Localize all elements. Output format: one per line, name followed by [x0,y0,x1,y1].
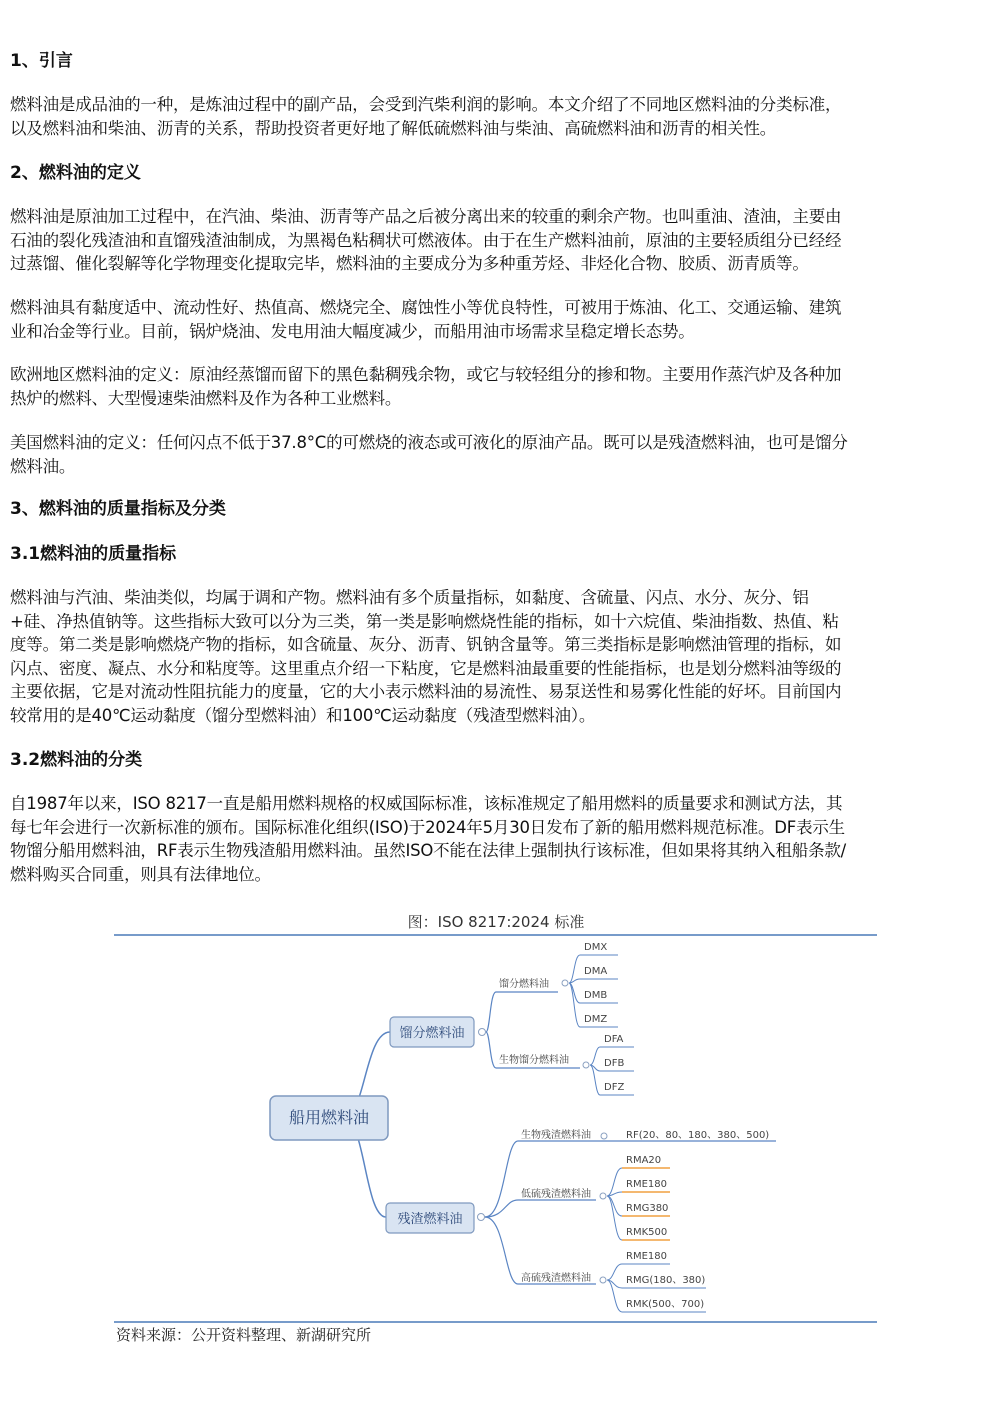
residual-node-label: 残渣燃料油 [397,1212,463,1227]
leaf-dmz: DMZ [584,1014,608,1025]
connector-dfz [590,1065,600,1095]
leaf-dfa: DFA [604,1034,624,1045]
paragraph-us-definition: 美国燃料油的定义：任何闪点不低于37.8°C的可燃烧的液态或可液化的原油产品。既可以是残渣燃料油，也可是馏分 燃料油。 [10,433,848,476]
leaf-rf: RF(20、80、180、380、500) [626,1130,770,1141]
paragraph-quality-indicators: 燃料油与汽油、柴油类似，均属于调和产物。燃料油有多个质量指标，如黏度、含硫量、闪点、水分、灰分、铝 +硅、净热值钠等。这些指标大致可以分为三类，第一类是影响燃烧性能的指标，如十六烷值、柴油指数、热值、粘 度等。第二类是影响燃烧产物的指标，如含硫量、灰分、沥青、钒钠含量等。第三类指标是影响燃油管理的指标，如 闪点、密度、凝点、水分和粘度等。这里重点介绍一下粘度，它是燃料油最重要的性能指标，也是划分燃料油等级的 主要依据，它是对流动性阻抗能力的度量，它的大小表示燃料油的易流性、易泵送性和易雾化性能的好坏。目前国内 较常用的是40℃运动黏度（馏分型燃料油）和100℃运动黏度（残渣型燃料油）。 [10,588,842,725]
leaf-dmx: DMX [584,942,608,953]
subsection-heading-quality-indicators: 3.1燃料油的质量指标 [10,544,177,564]
distillate-group-label: 馏分燃料油 [499,979,549,990]
figure-source: 资料来源：公开资料整理、新湖研究所 [116,1326,372,1344]
leaf-hs-rme180: RME180 [626,1251,667,1262]
leaf-rmk500: RMK500 [626,1227,668,1238]
connector-bio-residual-group [485,1141,518,1217]
high-sulfur-group-label: 高硫残渣燃料油 [521,1273,591,1284]
collapse-dot [583,1062,589,1068]
collapse-dot [600,1193,606,1199]
paragraph-classification: 自1987年以来，ISO 8217一直是船用燃料规格的权威国际标准，该标准规定了船用燃料的质量要求和测试方法，其 每七年会进行一次新标准的颁布。国际标准化组织(ISO)于2024年5月30日发布了新的船用燃料规范标准。DF表示生 物馏分船用燃料油，RF表示生物残渣船用燃料油。虽然ISO不能在法律上强制执行该标准，但如果将其纳入租船条款/ 燃料购买合同重，则具有法律地位。 [10,794,847,884]
leaf-dfz: DFZ [604,1082,625,1093]
collapse-dot [478,1214,485,1221]
leaf-hs-rmg: RMG(180、380) [626,1275,706,1286]
collapse-dot [562,980,568,986]
paragraph-europe-definition: 欧洲地区燃料油的定义：原油经蒸馏而留下的黑色黏稠残余物，或它与较轻组分的掺和物。主要用作蒸汽炉及各种加 热炉的燃料、大型慢速柴油燃料及作为各种工业燃料。 [10,365,842,408]
section-heading-quality: 3、燃料油的质量指标及分类 [10,499,226,519]
connector-rmk500 [607,1196,622,1240]
leaf-hs-rmk: RMK(500、700) [626,1299,705,1310]
figure-title: 图：ISO 8217:2024 标准 [407,913,585,931]
subsection-heading-classification: 3.2燃料油的分类 [10,750,143,770]
distillate-node-label: 馏分燃料油 [399,1026,465,1041]
connector-dfa [590,1047,600,1065]
connector-distillate-group [486,992,496,1032]
leaf-dma: DMA [584,966,608,977]
bio-distillate-group-label: 生物馏分燃料油 [499,1055,569,1066]
collapse-dot [601,1133,607,1139]
leaf-rme180: RME180 [626,1179,667,1190]
section-heading-intro: 1、引言 [10,51,73,71]
collapse-dot [479,1029,486,1036]
bio-residual-group-label: 生物残渣燃料油 [521,1130,591,1141]
paragraph-intro: 燃料油是成品油的一种，是炼油过程中的副产品，会受到汽柴利润的影响。本文介绍了不同地区燃料油的分类标准， 以及燃料油和柴油、沥青的关系，帮助投资者更好地了解低硫燃料油与柴油、高硫燃料油和沥青的相关性。 [10,95,842,138]
leaf-rmg380: RMG380 [626,1203,669,1214]
connector-hs-rme180 [607,1264,622,1280]
connector-high-sulfur-group [485,1217,518,1284]
leaf-dmb: DMB [584,990,608,1001]
paragraph-definition-1: 燃料油是原油加工过程中，在汽油、柴油、沥青等产品之后被分离出来的较重的剩余产物。也叫重油、渣油，主要由 石油的裂化残渣油和直馏残渣油制成，为黑褐色粘稠状可燃液体。由于在生产燃料油前，原油的主要轻质组分已经经 过蒸馏、催化裂解等化学物理变化提取完毕，燃料油的主要成分为多种重芳烃、非烃化合物、胶质、沥青质等。 [10,207,842,273]
iso-mindmap-figure [0,900,992,1360]
low-sulfur-group-label: 低硫残渣燃料油 [521,1189,591,1200]
connector-low-sulfur-group [485,1200,518,1217]
leaf-rma20: RMA20 [626,1155,662,1166]
section-heading-definition: 2、燃料油的定义 [10,163,141,183]
connector-dmz [569,983,580,1027]
root-node-label: 船用燃料油 [288,1108,370,1127]
paragraph-definition-2: 燃料油具有黏度适中、流动性好、热值高、燃烧完全、腐蚀性小等优良特性，可被用于炼油、化工、交通运输、建筑 业和冶金等行业。目前，锅炉烧油、发电用油大幅度减少，而船用油市场需求呈稳定增长态势。 [10,298,842,341]
connector-bio-distillate-group [486,1032,496,1068]
mindmap-svg [0,900,992,1360]
leaf-dfb: DFB [604,1058,625,1069]
collapse-dot [600,1277,606,1283]
